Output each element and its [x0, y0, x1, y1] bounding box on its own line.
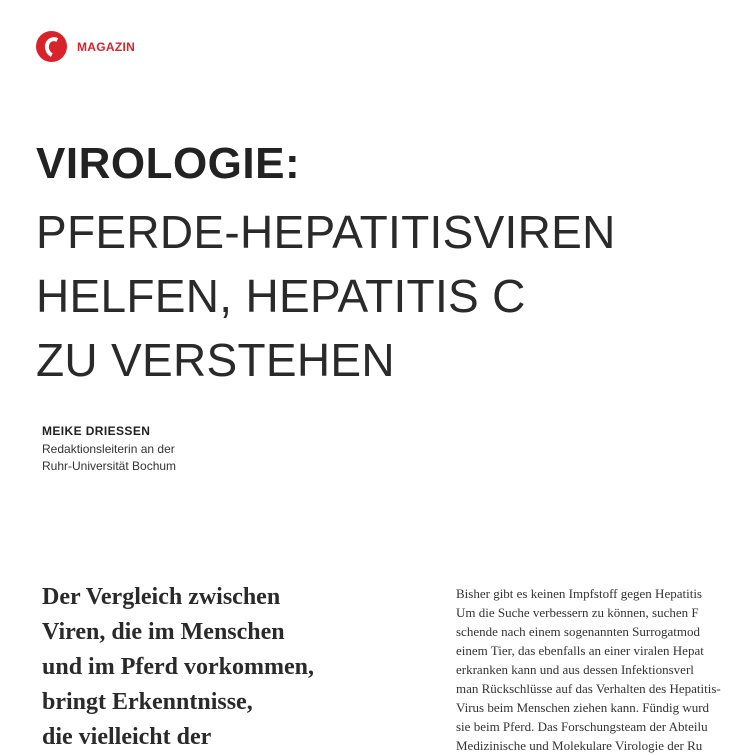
- body-line: Bisher gibt es keinen Impfstoff gegen Hepatitis: [456, 586, 702, 601]
- lead-paragraph: [42, 580, 382, 755]
- section-label: MAGAZIN: [77, 39, 136, 54]
- body-line: Virus beim Menschen ziehen kann. Fündig wurd: [456, 700, 710, 715]
- article-subtitle: [36, 200, 616, 392]
- body-line: sie beim Pferd. Das Forschungsteam der Abteilu: [456, 719, 708, 734]
- lead-line: bringt Erkenntnisse,: [42, 689, 253, 715]
- logo-icon: [36, 31, 67, 62]
- lead-line: die vielleicht der: [42, 724, 212, 750]
- author-role-line: Redaktionsleiterin an der: [42, 442, 175, 456]
- subtitle-line: HELFEN, HEPATITIS C: [36, 270, 526, 322]
- subtitle-line: PFERDE-HEPATITISVIREN: [36, 206, 616, 258]
- body-line: man Rückschlüsse auf das Verhalten des Hepatitis-: [456, 681, 721, 696]
- magazine-header: [36, 31, 135, 62]
- article-title: VIROLOGIE:: [36, 139, 301, 188]
- lead-line: und im Pferd vorkommen,: [42, 654, 314, 680]
- body-line: schende nach einem sogenannten Surrogatmod: [456, 624, 701, 639]
- author-role-line: Ruhr-Universität Bochum: [42, 459, 177, 473]
- lead-line: Der Vergleich zwischen: [42, 584, 281, 610]
- author-block: [42, 424, 176, 475]
- body-line: erkranken kann und aus dessen Infektionsverl: [456, 662, 694, 677]
- body-line: Medizinische und Molekulare Virologie der Ru: [456, 738, 703, 753]
- author-role: [42, 441, 176, 475]
- subtitle-line: ZU VERSTEHEN: [36, 334, 395, 386]
- author-name: MEIKE DRIESSEN: [42, 424, 151, 438]
- body-line: Um die Suche verbessern zu können, suchen F: [456, 605, 699, 620]
- lead-line: Viren, die im Menschen: [42, 619, 285, 645]
- body-line: einem Tier, das ebenfalls an einer viralen Hepat: [456, 643, 704, 658]
- body-column: [456, 584, 736, 755]
